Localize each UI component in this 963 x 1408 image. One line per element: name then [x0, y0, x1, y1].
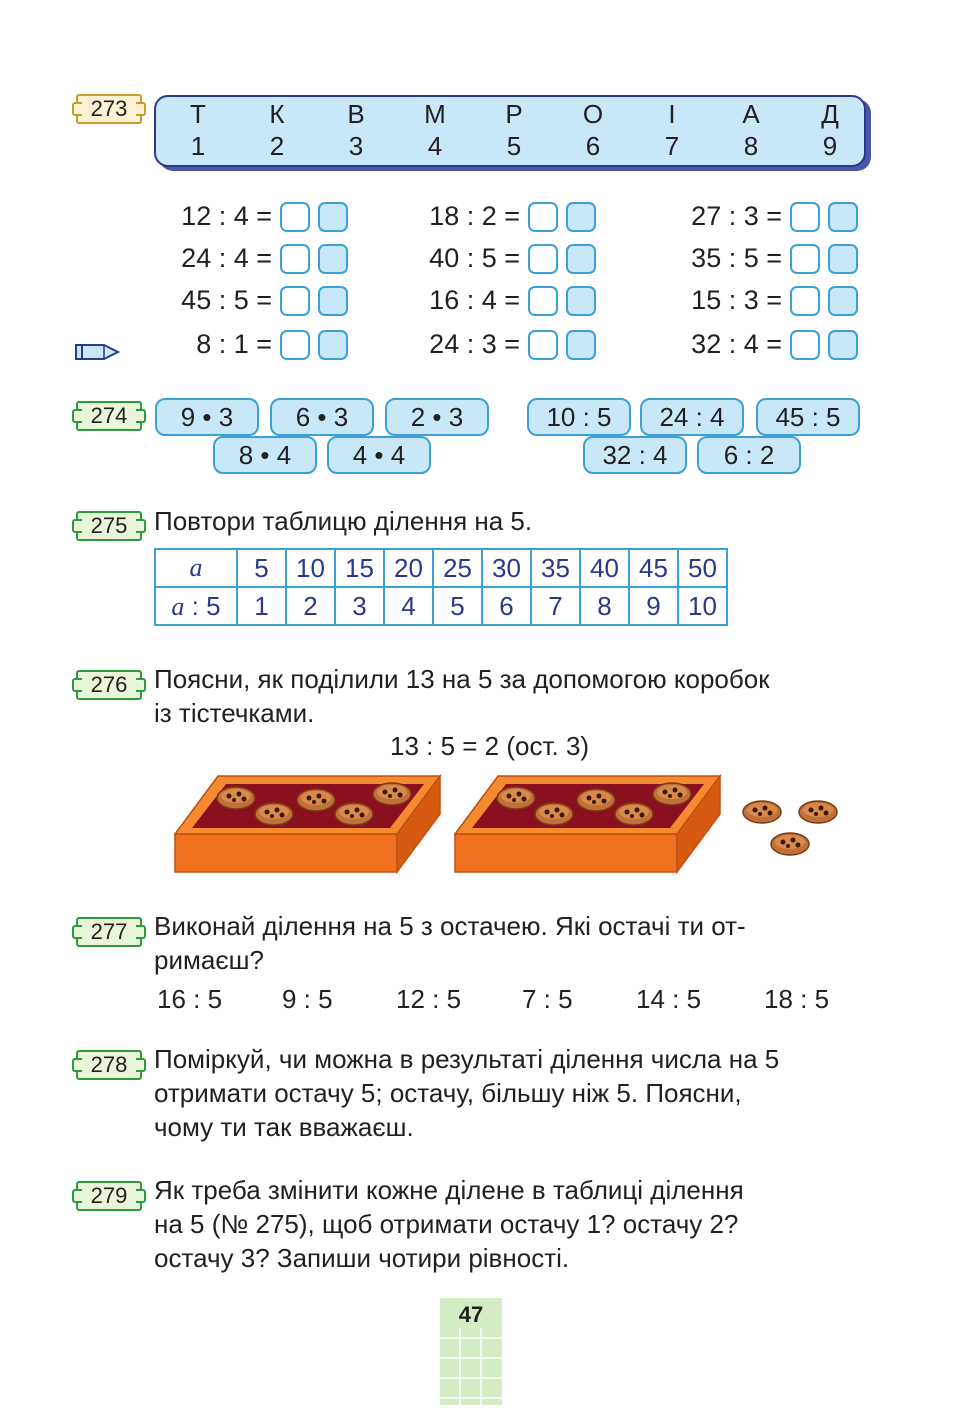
table-cell: 10 [286, 549, 335, 587]
division-expression [664, 328, 782, 360]
division-expression [402, 328, 520, 360]
exercise-number-275: 275 [76, 511, 142, 541]
letter-code-panel [154, 95, 866, 167]
answer-box [828, 330, 858, 360]
division-expression [154, 284, 272, 316]
table-cell: 25 [433, 549, 482, 587]
answer-box [318, 202, 348, 232]
exercise-number-279: 279 [76, 1181, 142, 1211]
code-letter: Т [190, 99, 206, 129]
division-expression [154, 328, 272, 360]
expression-text: 8 : 1 = [196, 329, 272, 359]
answer-box [318, 244, 348, 274]
exercise-number-274: 274 [76, 401, 142, 431]
answer-box [318, 330, 348, 360]
division-expression [402, 200, 520, 232]
expression-text: 27 : 3 = [691, 201, 782, 231]
division-task: 16 : 5 [157, 984, 223, 1014]
answer-box [280, 286, 310, 316]
division-task: 18 : 5 [764, 984, 830, 1014]
table-row-label-a: a [155, 549, 237, 587]
loose-cookies [743, 801, 837, 855]
expression-text: 16 : 4 = [429, 285, 520, 315]
division-expression [154, 200, 272, 232]
table-cell: 5 [237, 549, 286, 587]
code-digit: 1 [190, 131, 206, 161]
code-letter: К [269, 99, 285, 129]
expression-text: 24 : 3 = [429, 329, 520, 359]
code-letter: М [424, 99, 446, 129]
code-letter: Д [821, 99, 839, 129]
cake-box-2 [455, 776, 720, 872]
exercise-number-276: 276 [76, 670, 142, 700]
division-expression [154, 242, 272, 274]
table-cell: 2 [286, 587, 335, 625]
answer-box [566, 330, 596, 360]
code-digit: 2 [269, 131, 285, 161]
expression-card: 8 • 4 [213, 436, 317, 474]
pencil-icon [74, 340, 120, 364]
expression-card: 6 : 2 [697, 436, 801, 474]
answer-box [528, 286, 558, 316]
table-cell: 1 [237, 587, 286, 625]
code-letter: А [742, 99, 760, 129]
code-letter: Р [505, 99, 523, 129]
answer-box [566, 244, 596, 274]
expression-card: 9 • 3 [155, 398, 259, 436]
exercise-276-equation: 13 : 5 = 2 (ост. 3) [390, 731, 590, 761]
table-cell: 10 [678, 587, 727, 625]
table-cell: 3 [335, 587, 384, 625]
table-cell: 35 [531, 549, 580, 587]
exercise-278-line3: чому ти так вважаєш. [154, 1112, 414, 1142]
expression-text: 32 : 4 = [691, 329, 782, 359]
expression-text: 45 : 5 = [181, 285, 272, 315]
table-cell: 40 [580, 549, 629, 587]
answer-box [528, 244, 558, 274]
exercise-278-line1: Поміркуй, чи можна в результаті ділення числа на 5 [154, 1044, 780, 1074]
table-cell: 15 [335, 549, 384, 587]
exercise-279-line3: остачу 3? Запиши чотири рівності. [154, 1243, 570, 1273]
answer-box [566, 286, 596, 316]
table-cell: 9 [629, 587, 678, 625]
expression-card: 45 : 5 [756, 398, 860, 436]
division-task: 7 : 5 [522, 984, 573, 1014]
table-cell: 20 [384, 549, 433, 587]
exercise-278-line2: отримати остачу 5; остачу, більшу ніж 5. Поясни, [154, 1078, 742, 1108]
page-number-box [440, 1298, 502, 1405]
table-cell: 5 [433, 587, 482, 625]
table-cell: 8 [580, 587, 629, 625]
answer-box [528, 202, 558, 232]
answer-box [280, 202, 310, 232]
exercise-276-line2: із тістечками. [154, 698, 315, 728]
expression-text: 24 : 4 = [181, 243, 272, 273]
division-expression [402, 242, 520, 274]
expression-text: 15 : 3 = [691, 285, 782, 315]
answer-box [280, 244, 310, 274]
table-cell: 30 [482, 549, 531, 587]
exercise-number-277: 277 [76, 917, 142, 947]
table-row-label-a-div-5: a : 5 [155, 587, 237, 625]
answer-box [828, 286, 858, 316]
table-cell: 45 [629, 549, 678, 587]
division-expression [402, 284, 520, 316]
division-expression [664, 242, 782, 274]
answer-box [280, 330, 310, 360]
code-digit: 7 [664, 131, 680, 161]
answer-box [318, 286, 348, 316]
code-digit: 3 [348, 131, 364, 161]
division-task: 14 : 5 [636, 984, 702, 1014]
table-cell: 50 [678, 549, 727, 587]
expression-text: 12 : 4 = [181, 201, 272, 231]
expression-text: 18 : 2 = [429, 201, 520, 231]
exercise-275-text: Повтори таблицю ділення на 5. [154, 506, 533, 536]
exercise-277-line2: римаєш? [154, 945, 264, 975]
expression-card: 10 : 5 [527, 398, 631, 436]
division-expression [664, 284, 782, 316]
answer-box [828, 202, 858, 232]
answer-box [790, 202, 820, 232]
code-letter: І [668, 99, 676, 129]
cake-boxes-illustration [170, 770, 850, 880]
expression-card: 24 : 4 [640, 398, 744, 436]
expression-text: 40 : 5 = [429, 243, 520, 273]
answer-box [790, 330, 820, 360]
table-cell: 4 [384, 587, 433, 625]
code-letter: В [347, 99, 365, 129]
cake-box-1 [175, 776, 440, 872]
code-digit: 5 [506, 131, 522, 161]
exercise-277-line1: Виконай ділення на 5 з остачею. Які остачі ти от- [154, 911, 746, 941]
division-task: 12 : 5 [396, 984, 462, 1014]
division-table [154, 548, 728, 626]
exercise-number-273: 273 [76, 94, 142, 124]
expression-text: 35 : 5 = [691, 243, 782, 273]
code-digit: 6 [585, 131, 601, 161]
table-cell: 6 [482, 587, 531, 625]
code-digit: 4 [427, 131, 443, 161]
division-task: 9 : 5 [282, 984, 333, 1014]
answer-box [528, 330, 558, 360]
table-cell: 7 [531, 587, 580, 625]
code-digit: 9 [822, 131, 838, 161]
answer-box [828, 244, 858, 274]
answer-box [566, 202, 596, 232]
exercise-279-line1: Як треба змінити кожне ділене в таблиці ділення [154, 1175, 744, 1205]
expression-card: 2 • 3 [385, 398, 489, 436]
answer-box [790, 286, 820, 316]
exercise-279-line2: на 5 (№ 275), щоб отримати остачу 1? остачу 2? [154, 1209, 739, 1239]
page-number: 47 [458, 1302, 484, 1327]
code-digit: 8 [743, 131, 759, 161]
answer-box [790, 244, 820, 274]
exercise-number-278: 278 [76, 1050, 142, 1080]
grid-decoration [440, 1328, 502, 1408]
expression-card: 4 • 4 [327, 436, 431, 474]
expression-card: 32 : 4 [583, 436, 687, 474]
expression-card: 6 • 3 [270, 398, 374, 436]
exercise-276-line1: Поясни, як поділили 13 на 5 за допомогою коробок [154, 664, 770, 694]
code-letter: О [582, 99, 604, 129]
division-expression [664, 200, 782, 232]
